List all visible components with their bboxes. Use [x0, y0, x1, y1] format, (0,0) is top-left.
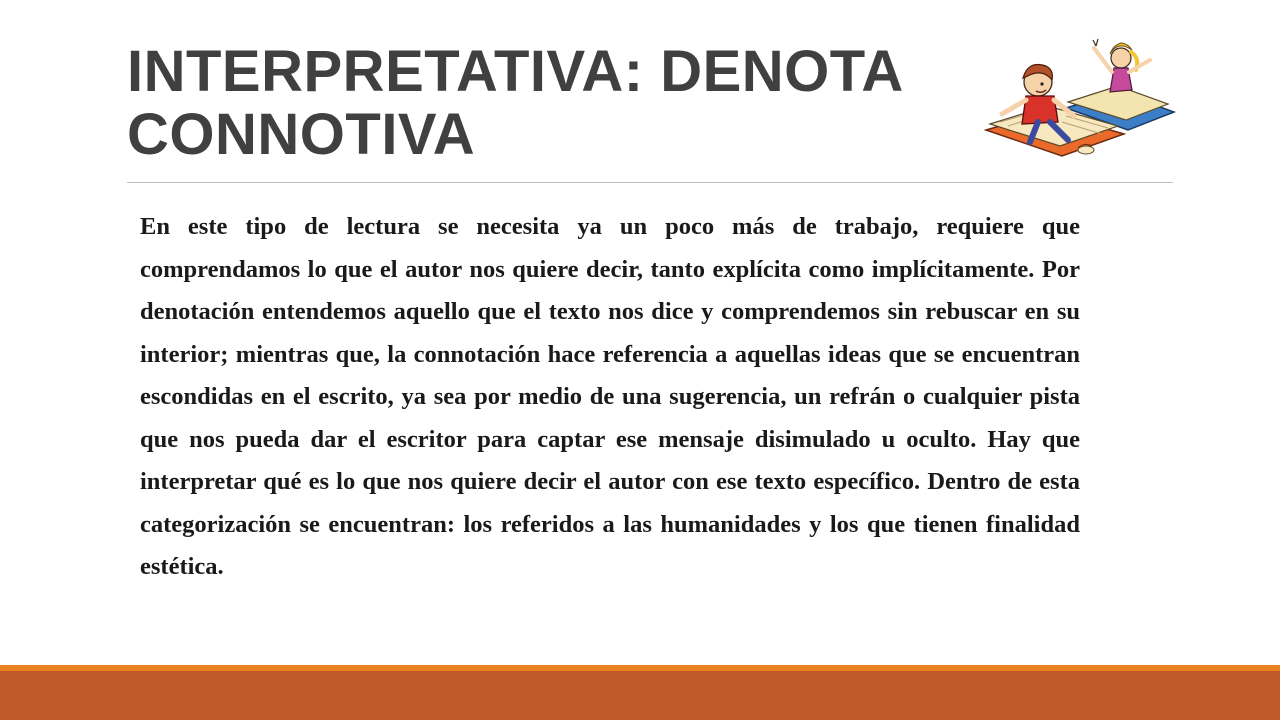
title-line-1: INTERPRETATIVA: DENOTA	[127, 39, 904, 104]
body-paragraph: En este tipo de lectura se necesita ya un poco más de trabajo, requiere que comprendamos lo que el autor nos quiere decir, tanto explícita como implícitamente. Por denotación entendemos aquello que el texto nos dice y comprendemos sin rebuscar en su interior; mientras que, la connotación hace referencia a aquellas ideas que se encuentran escondidas en el escrito, ya sea por medio de una sugerencia, un refrán o cualquier pista que nos pueda dar el escritor para captar ese mensaje disimulado u oculto. Hay que interpretar qué es lo que nos quiere decir el autor con ese texto específico. Dentro de esta categorización se encuentran: los referidos a las humanidades y los que tienen finalidad estética.	[140, 213, 1080, 580]
footer-bar	[0, 671, 1280, 720]
title-line-2: CONNOTIVA	[127, 102, 476, 167]
children-flying-on-books-icon	[978, 30, 1178, 162]
title-divider	[127, 182, 1173, 183]
slide-title	[127, 40, 947, 166]
